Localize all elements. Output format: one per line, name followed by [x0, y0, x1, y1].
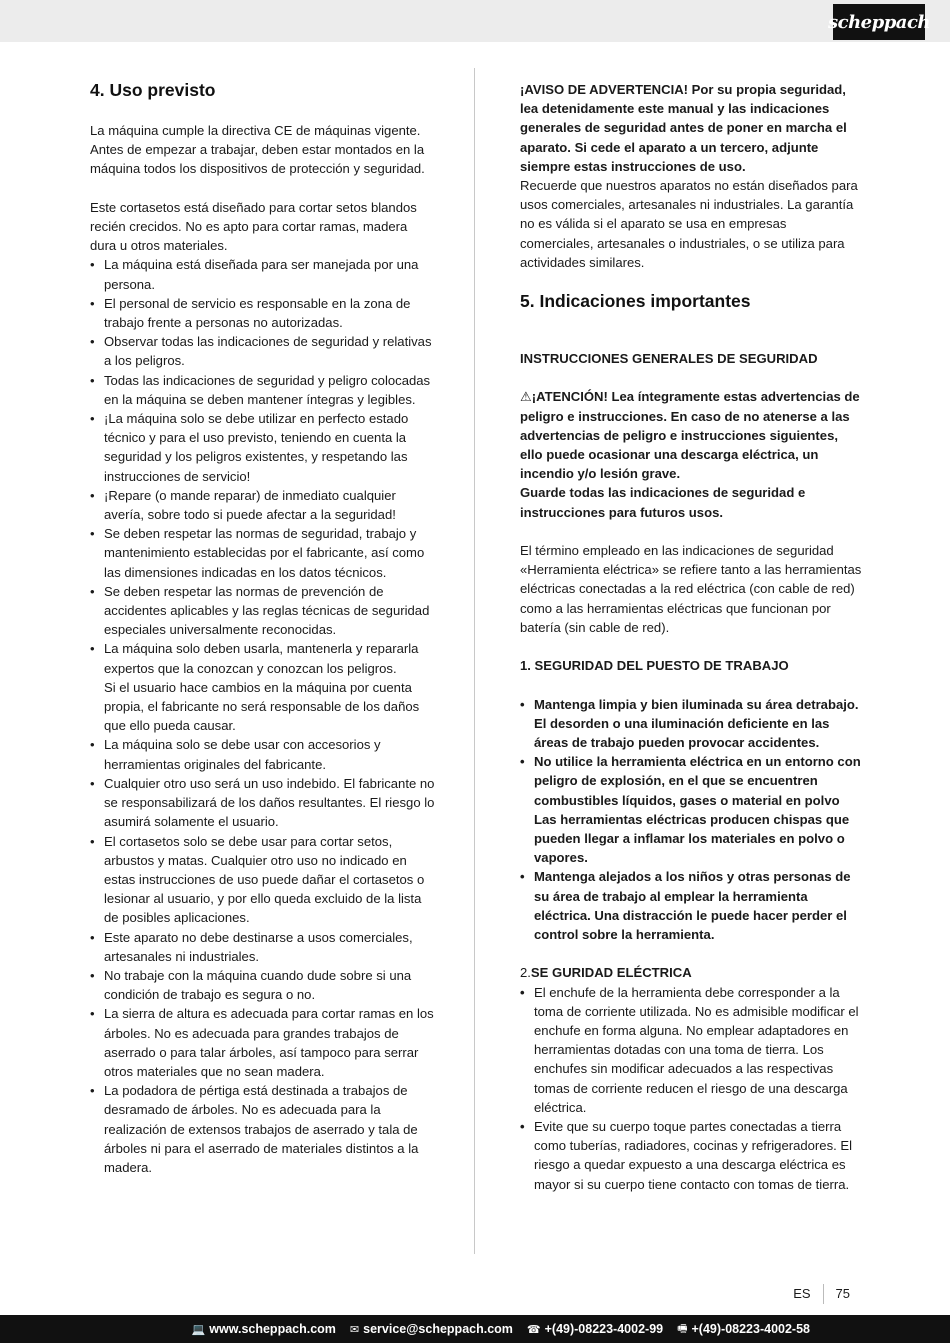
attention-paragraph [520, 387, 863, 483]
mail-icon: ✉ [349, 1323, 360, 1336]
list-item: • La podadora de pértiga está destinada a trabajos de desramado de árboles. No es adecuada para la realización de extensos trabajos de aserrado y tala de árboles ni para el aserrado de materiales distintos a la madera. [90, 1081, 435, 1177]
page-num: 75 [835, 1286, 850, 1301]
paragraph: El término empleado en las indicaciones de seguridad «Herramienta eléctrica» se refiere tanto a las herramientas eléctricas conectadas a la red eléctrica (con cable de red) como a las herramientas eléctricas que funcionan por batería (sin cable de red). [520, 543, 862, 635]
left-column [90, 80, 435, 1177]
section-4-title: 4. Uso previsto [90, 80, 216, 100]
list-item: • Se deben respetar las normas de seguridad, trabajo y mantenimiento establecidas por el fabricante, así como las dimensiones indicadas en los datos técnicos. [90, 524, 435, 582]
computer-icon: 💻 [191, 1323, 206, 1336]
list-item: • La máquina está diseñada para ser manejada por una persona. [90, 255, 435, 293]
fax-icon: 🖷 [677, 1322, 688, 1335]
section-5-title: 5. Indicaciones importantes [520, 291, 751, 312]
phone-number: +(49)-08223-4002-99 [544, 1322, 664, 1336]
list-item: • ¡La máquina solo se debe utilizar en perfecto estado técnico y para el uso previsto, teniendo en cuenta la seguridad y los peligros existentes, y respetando las instrucciones de servicio! [90, 409, 435, 486]
list-item: • Se deben respetar las normas de prevención de accidentes aplicables y las reglas técnicas de seguridad especiales universalmente reconocidas. [90, 582, 435, 640]
footer-phone [527, 1322, 663, 1336]
fax-number: +(49)-08223-4002-58 [691, 1322, 810, 1336]
footer-email[interactable] [350, 1322, 513, 1336]
keep-instructions: Guarde todas las indicaciones de seguridad e instrucciones para futuros usos. [520, 485, 806, 520]
list-item: • No utilice la herramienta eléctrica en un entorno con peligro de explosión, en el que se encuentren combustibles líquidos, gases o material en polvo Las herramientas eléctricas producen chispas que pueden llegar a inflamar los materiales en polvo o vapores. [520, 752, 863, 867]
page-number [793, 1284, 850, 1304]
workplace-safety-list [520, 695, 863, 945]
column-divider [474, 68, 475, 1254]
list-item: • La sierra de altura es adecuada para cortar ramas en los árboles. No es adecuada para grandes trabajos de aserrado o para talar árboles, así tampoco para serrar otros materiales que no sean madera. [90, 1004, 435, 1081]
language-code: ES [793, 1284, 823, 1304]
list-item: • Observar todas las indicaciones de seguridad y relativas a los peligros. [90, 332, 435, 370]
section-2-title: SE GURIDAD ELÉCTRICA [530, 965, 692, 981]
paragraph: La máquina cumple la directiva CE de máquinas vigente. [90, 123, 421, 138]
list-item: • No trabaje con la máquina cuando dude sobre si una condición de trabajo es segura o no. [90, 966, 435, 1004]
list-item [90, 639, 435, 735]
electrical-safety-list [520, 983, 863, 1194]
list-item: • Evite que su cuerpo toque partes conectadas a tierra como tuberías, radiadores, cocinas y refrigeradores. El riesgo a quedar expuesto a una descarga eléctrica es mayor si su cuerpo tiene contacto con tomas de tierra. [520, 1117, 863, 1194]
website-link[interactable]: www.scheppach.com [209, 1322, 336, 1336]
list-item-text: Si el usuario hace cambios en la máquina por cuenta propia, el fabricante no será responsable de los daños que ello pueda causar. [104, 679, 420, 734]
paragraph: Antes de empezar a trabajar, deben estar montados en la máquina todos los dispositivos de protección y seguridad. [90, 142, 425, 177]
right-column [520, 80, 863, 1194]
warning-notice: ¡AVISO DE ADVERTENCIA! Por su propia seguridad, lea detenidamente este manual y las indicaciones generales de seguridad antes de poner en marcha el aparato. Si cede el aparato a un tercero, adjunte siempre estas instrucciones de uso. [520, 82, 847, 174]
email-link[interactable]: service@scheppach.com [363, 1322, 513, 1336]
section-2-number: 2. [520, 965, 531, 981]
warning-triangle-icon: ⚠ [520, 389, 532, 405]
list-item: • ¡Repare (o mande reparar) de inmediato cualquier avería, sobre todo si puede afectar a la seguridad! [90, 486, 435, 524]
section-2-heading [520, 963, 863, 982]
section-1-heading: 1. SEGURIDAD DEL PUESTO DE TRABAJO [520, 658, 789, 674]
footer-fax [677, 1320, 810, 1339]
list-item: • La máquina solo se debe usar con accesorios y herramientas originales del fabricante. [90, 735, 435, 773]
phone-icon: ☎ [526, 1323, 541, 1336]
usage-list [90, 255, 435, 1177]
footer-web[interactable] [192, 1322, 336, 1336]
paragraph: Este cortasetos está diseñado para cortar setos blandos recién crecidos. No es apto para cortar ramas, madera dura u otros materiales. [90, 199, 417, 254]
list-item: • Mantenga alejados a los niños y otras personas de su área de trabajo al emplear la herramienta eléctrica. Una distracción le puede hacer perder el control sobre la herramienta. [520, 867, 863, 944]
attention-text: ¡ATENCIÓN! Lea íntegramente estas advertencias de peligro e instrucciones. En caso de no atenerse a las advertencias de peligro e instrucciones siguientes, ello puede ocasionar una descarga eléctrica, un incendio y/o lesión grave. [520, 389, 860, 482]
list-item: • Mantenga limpia y bien iluminada su área detrabajo. El desorden o una iluminación deficiente en las áreas de trabajo pueden provocar accidentes. [520, 695, 863, 753]
list-item-text: La máquina solo deben usarla, mantenerla y repararla expertos que la conozcan y conozcan los peligros. [104, 641, 419, 676]
paragraph: Recuerde que nuestros aparatos no están diseñados para usos comerciales, artesanales ni industriales. La garantía no es válida si el aparato se usa en empresas comerciales, artesanales o industriales, o se utiliza para actividades similares. [520, 178, 858, 270]
list-item: • Todas las indicaciones de seguridad y peligro colocadas en la máquina se deben mantener íntegras y legibles. [90, 371, 435, 409]
list-item: • El cortasetos solo se debe usar para cortar setos, arbustos y matas. Cualquier otro uso no indicado en estas instrucciones de uso puede dañar el cortasetos o lesionar al usuario, y por ello queda excluido de la lista de posibles aplicaciones. [90, 832, 435, 928]
top-bar [0, 0, 950, 42]
list-item: • El enchufe de la herramienta debe corresponder a la toma de corriente utilizada. No es admisible modificar el enchufe en forma alguna. No emplear adaptadores en herramientas dotadas con una toma de tierra. Los enchufes sin modificar adecuados a las respectivas tomas de corriente reducen el riesgo de una descarga eléctrica. [520, 983, 863, 1117]
list-item: • El personal de servicio es responsable en la zona de trabajo frente a personas no autorizadas. [90, 294, 435, 332]
scheppach-logo: scheppach [833, 4, 925, 40]
list-item: • Cualquier otro uso será un uso indebido. El fabricante no se responsabilizará de los daños resultantes. El riesgo lo asumirá solamente el usuario. [90, 774, 435, 832]
general-safety-heading: INSTRUCCIONES GENERALES DE SEGURIDAD [520, 351, 818, 367]
footer-bar [0, 1315, 950, 1343]
list-item: • Este aparato no debe destinarse a usos comerciales, artesanales ni industriales. [90, 928, 435, 966]
